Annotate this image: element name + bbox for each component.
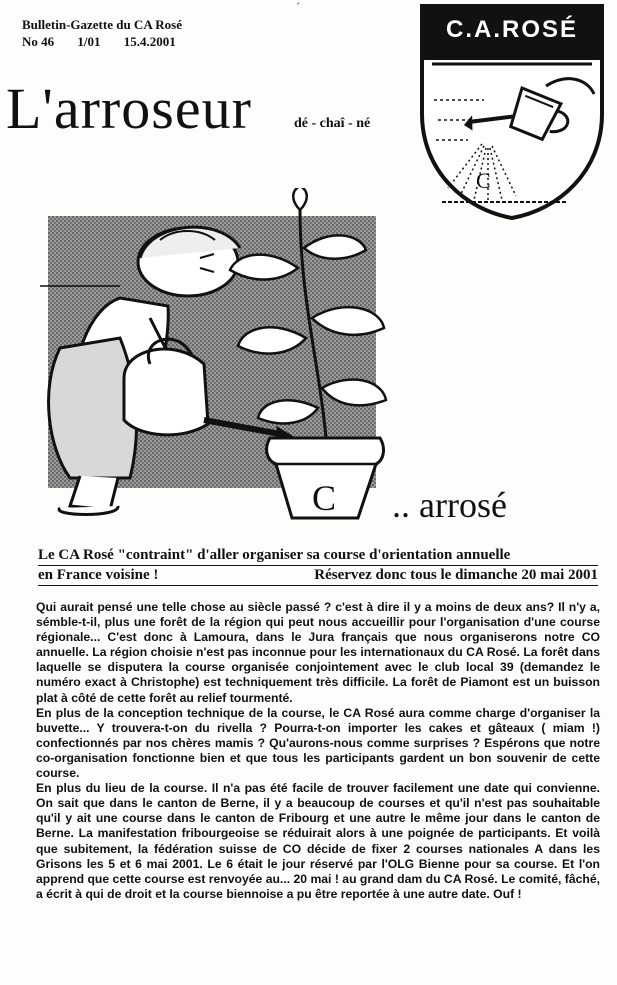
article-paragraph: En plus de la conception technique de la course, le CA Rosé aura comme charge d'organiser la buvette... Y trouvera-t-on du rivella ? Pourra-t-on importer les cakes et gâteaux ( miam !) confectionnés par nos chères mamis ? Qu'aurons-nous comme surprises ? Espérons que notre co-organisation fonctionne bien et que tous les participants gardent un bon souvenir de cette course. <box>36 705 600 781</box>
issue-code: 1/01 <box>77 34 101 49</box>
pot-letter: C <box>312 478 337 518</box>
article-paragraph: En plus du lieu de la course. Il n'a pas été facile de trouver facilement une date qui convienne. On sait que dans le canton de Berne, il y a beaucoup de courses et qu'il n'est pas souhaitable qu'il y ait une course dans le canton de Fribourg et une autre le même jour dans le canton de Berne. La manifestation fribourgeoise se réduirait alors à une poignée de participants. Et voilà que subitement, la fédération suisse de CO décide de fixer 2 courses nationales A dans les Grisons les 5 et 6 mai 2001. Le 6 était le jour réservé par l'OLG Bienne pour sa course. Et l'on apprend que cette course est renvoyée au... 20 mai ! au grand dam du CA Rosé. Le comité, fâché, a écrit à qui de droit et la course biennoise a pu être reportée à une autre date. Ouf ! <box>36 781 600 901</box>
article-headline <box>38 546 598 586</box>
headline-line-1: Le CA Rosé "contraint" d'aller organiser sa course d'orientation annuelle <box>38 546 598 566</box>
headline-line-2 <box>38 566 598 586</box>
article-paragraph: Qui aurait pensé une telle chose au siècle passé ? c'est à dire il y a moins de deux ans? Il n'y a, sémble-t-il, plus une forêt de la région qui peut nous accueillir pour l'organisation d'une course régionale... C'est donc à Lamoura, dans le Jura français que nous organiserons notre CO annuelle. La région choisie n'est pas inconnue pour les internationaux du CA Rosé. La forêt dans laquelle se disputera la course organisée conjointement avec le club local 39 (demandez le numéro exact à Christophe) est techniquement très difficile. La forêt de Piamont est un buisson plat à côté de cette forêt au relief tourmenté. <box>36 600 600 705</box>
masthead-title: L'arroseur <box>6 76 252 141</box>
scan-mark: ˊ <box>296 0 300 14</box>
issue-date: 15.4.2001 <box>123 34 176 49</box>
svg-text:C: C <box>476 168 491 193</box>
masthead-tagline: dé - chaî - né <box>294 116 371 131</box>
illustration-caption: .. arrosé <box>392 485 507 525</box>
issue-header <box>22 16 196 50</box>
article-body <box>36 600 600 902</box>
headline-reservation: Réservez donc tous le dimanche 20 mai 2001 <box>314 567 598 583</box>
woman-watering-plant-drawing-icon <box>0 188 440 533</box>
logo-text: C.A.ROSÉ <box>445 16 578 43</box>
issue-number: No 46 <box>22 34 55 49</box>
issue-details <box>22 33 196 50</box>
headline-location: en France voisine ! <box>38 567 159 583</box>
club-logo <box>418 2 606 222</box>
publication-name: Bulletin-Gazette du CA Rosé <box>22 17 182 32</box>
